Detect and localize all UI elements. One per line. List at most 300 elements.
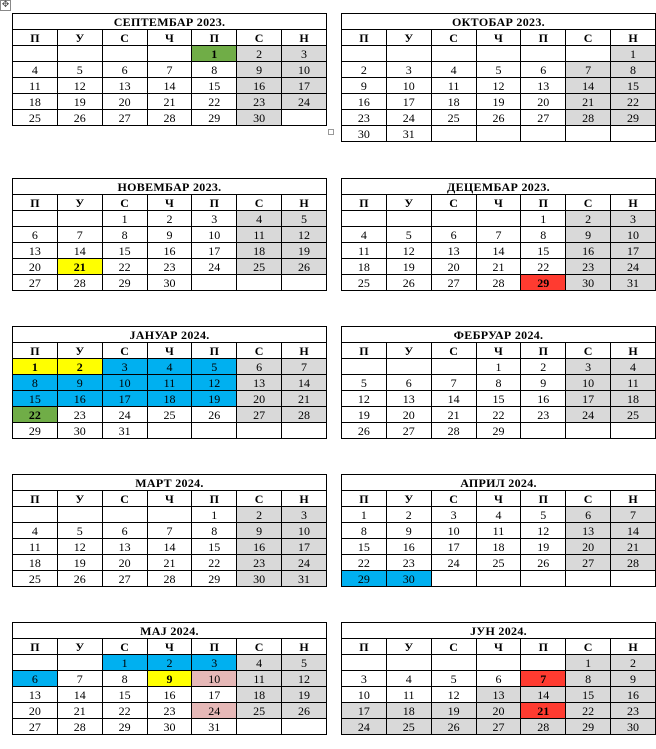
day-cell: 22 [342, 555, 387, 571]
weekday-header: Н [282, 195, 327, 211]
day-cell: 28 [521, 719, 566, 735]
week-row [13, 423, 327, 439]
day-cell: 7 [566, 62, 611, 78]
day-cell: 3 [566, 359, 611, 375]
week-row [342, 655, 656, 671]
day-cell [521, 126, 566, 142]
weekday-header: С [237, 639, 282, 655]
day-cell: 30 [147, 719, 192, 735]
day-cell [13, 211, 58, 227]
day-cell: 14 [57, 687, 102, 703]
weekday-header: Ч [476, 343, 521, 359]
day-cell [57, 655, 102, 671]
day-cell: 30 [342, 126, 387, 142]
week-row [13, 571, 327, 587]
day-cell: 22 [566, 703, 611, 719]
weekday-header: П [521, 195, 566, 211]
day-cell: 12 [282, 671, 327, 687]
day-cell: 21 [57, 703, 102, 719]
day-cell: 23 [57, 407, 102, 423]
month-calendar [341, 13, 656, 142]
day-cell: 9 [147, 227, 192, 243]
weekday-header: П [13, 30, 58, 46]
day-cell [192, 423, 237, 439]
day-cell: 5 [192, 359, 237, 375]
weekday-header: У [57, 195, 102, 211]
day-cell: 20 [566, 539, 611, 555]
day-cell: 4 [431, 62, 476, 78]
day-cell: 4 [237, 655, 282, 671]
weekday-header: Ч [476, 639, 521, 655]
day-cell: 25 [431, 110, 476, 126]
day-cell: 10 [386, 78, 431, 94]
day-cell: 24 [192, 259, 237, 275]
day-cell: 18 [431, 94, 476, 110]
day-cell: 26 [192, 407, 237, 423]
day-cell: 11 [431, 78, 476, 94]
day-cell: 23 [147, 259, 192, 275]
day-cell [342, 46, 387, 62]
day-cell: 2 [611, 655, 656, 671]
day-cell: 13 [237, 375, 282, 391]
day-cell: 23 [147, 703, 192, 719]
day-cell [102, 507, 147, 523]
day-cell [237, 423, 282, 439]
day-cell [102, 46, 147, 62]
day-cell: 19 [431, 703, 476, 719]
day-cell: 3 [102, 359, 147, 375]
weekday-header: П [192, 30, 237, 46]
day-cell [566, 46, 611, 62]
weekday-header: П [342, 195, 387, 211]
day-cell: 27 [476, 719, 521, 735]
day-cell: 10 [192, 227, 237, 243]
day-cell [611, 126, 656, 142]
day-cell [386, 46, 431, 62]
day-cell: 19 [57, 94, 102, 110]
day-cell: 1 [102, 655, 147, 671]
day-cell: 24 [282, 555, 327, 571]
day-cell: 16 [386, 539, 431, 555]
day-cell [521, 655, 566, 671]
day-cell: 22 [13, 407, 58, 423]
day-cell: 28 [57, 719, 102, 735]
day-cell: 23 [237, 94, 282, 110]
day-cell: 18 [386, 703, 431, 719]
day-cell [611, 571, 656, 587]
day-cell: 8 [102, 227, 147, 243]
day-cell: 2 [147, 655, 192, 671]
day-cell: 18 [13, 555, 58, 571]
day-cell: 7 [282, 359, 327, 375]
week-row [13, 62, 327, 78]
day-cell [431, 359, 476, 375]
day-cell: 4 [237, 211, 282, 227]
weekday-header: С [237, 343, 282, 359]
week-row [342, 211, 656, 227]
week-row [342, 507, 656, 523]
day-cell: 29 [192, 110, 237, 126]
weekday-header: С [431, 30, 476, 46]
day-cell: 15 [611, 78, 656, 94]
day-cell: 17 [282, 539, 327, 555]
day-cell: 27 [102, 571, 147, 587]
weekday-header: Н [611, 343, 656, 359]
day-cell [521, 423, 566, 439]
month-title: МАРТ 2024. [13, 475, 327, 491]
weekday-header: Н [282, 491, 327, 507]
month-calendar [12, 178, 327, 291]
day-cell: 16 [611, 687, 656, 703]
day-cell: 13 [476, 687, 521, 703]
day-cell: 25 [13, 571, 58, 587]
day-cell: 30 [57, 423, 102, 439]
day-cell: 31 [611, 275, 656, 291]
day-cell: 29 [476, 423, 521, 439]
week-row [342, 78, 656, 94]
day-cell: 13 [13, 243, 58, 259]
day-cell: 17 [192, 243, 237, 259]
weekday-header: С [431, 639, 476, 655]
week-row [342, 243, 656, 259]
day-cell: 30 [611, 719, 656, 735]
day-cell: 18 [611, 391, 656, 407]
weekday-header: С [102, 30, 147, 46]
weekday-header: Н [282, 343, 327, 359]
day-cell: 18 [237, 687, 282, 703]
month-title: АПРИЛ 2024. [342, 475, 656, 491]
day-cell: 11 [611, 375, 656, 391]
day-cell: 12 [386, 243, 431, 259]
weekday-header: П [192, 195, 237, 211]
day-cell: 16 [237, 539, 282, 555]
day-cell: 23 [521, 407, 566, 423]
day-cell: 3 [282, 46, 327, 62]
week-row [13, 719, 327, 735]
day-cell: 8 [566, 671, 611, 687]
week-row [13, 671, 327, 687]
weekday-header: С [431, 491, 476, 507]
day-cell: 29 [192, 571, 237, 587]
day-cell: 2 [521, 359, 566, 375]
day-cell: 14 [521, 687, 566, 703]
weekday-header: Н [282, 30, 327, 46]
day-cell: 12 [57, 539, 102, 555]
day-cell: 20 [386, 407, 431, 423]
day-cell: 9 [566, 227, 611, 243]
day-cell: 3 [192, 655, 237, 671]
week-row [342, 539, 656, 555]
day-cell: 15 [102, 243, 147, 259]
day-cell: 4 [476, 507, 521, 523]
day-cell: 12 [476, 78, 521, 94]
day-cell: 11 [237, 227, 282, 243]
day-cell: 16 [237, 78, 282, 94]
week-row [13, 110, 327, 126]
table-end-mark [328, 129, 334, 135]
day-cell: 16 [521, 391, 566, 407]
day-cell: 11 [13, 539, 58, 555]
day-cell: 28 [282, 407, 327, 423]
day-cell: 23 [566, 259, 611, 275]
day-cell: 15 [13, 391, 58, 407]
weekday-header: П [342, 30, 387, 46]
day-cell: 27 [13, 719, 58, 735]
month-title: МАЈ 2024. [13, 623, 327, 639]
week-row [342, 46, 656, 62]
day-cell: 1 [566, 655, 611, 671]
week-row [13, 523, 327, 539]
day-cell: 5 [282, 655, 327, 671]
day-cell [431, 126, 476, 142]
week-row [13, 655, 327, 671]
week-row [342, 227, 656, 243]
day-cell: 24 [566, 407, 611, 423]
day-cell: 18 [476, 539, 521, 555]
week-row [342, 719, 656, 735]
day-cell: 5 [431, 671, 476, 687]
day-cell: 28 [147, 110, 192, 126]
day-cell: 27 [566, 555, 611, 571]
day-cell: 31 [192, 719, 237, 735]
weekday-header: П [521, 30, 566, 46]
month-calendar [12, 13, 327, 126]
weekday-header: Н [611, 491, 656, 507]
weekday-header: У [386, 343, 431, 359]
weekday-header: Ч [147, 491, 192, 507]
day-cell [282, 110, 327, 126]
day-cell: 13 [386, 391, 431, 407]
weekday-header: П [192, 343, 237, 359]
day-cell [431, 211, 476, 227]
day-cell: 8 [521, 227, 566, 243]
day-cell: 23 [237, 555, 282, 571]
day-cell: 17 [386, 94, 431, 110]
day-cell: 4 [342, 227, 387, 243]
weekday-header: Н [611, 639, 656, 655]
day-cell: 27 [237, 407, 282, 423]
month-calendar [12, 622, 327, 735]
weekday-header: С [102, 343, 147, 359]
day-cell: 29 [342, 571, 387, 587]
day-cell: 19 [476, 94, 521, 110]
day-cell [476, 46, 521, 62]
day-cell: 7 [147, 523, 192, 539]
day-cell [57, 211, 102, 227]
week-row [342, 391, 656, 407]
week-row [342, 126, 656, 142]
move-anchor-icon[interactable]: ✥ [1, 0, 10, 10]
day-cell: 17 [192, 687, 237, 703]
day-cell [147, 46, 192, 62]
day-cell: 1 [13, 359, 58, 375]
day-cell: 29 [566, 719, 611, 735]
day-cell: 19 [192, 391, 237, 407]
day-cell: 6 [386, 375, 431, 391]
day-cell: 11 [476, 523, 521, 539]
weekday-header: Ч [476, 30, 521, 46]
day-cell: 14 [282, 375, 327, 391]
day-cell: 4 [147, 359, 192, 375]
day-cell: 25 [147, 407, 192, 423]
day-cell: 11 [13, 78, 58, 94]
week-row [342, 375, 656, 391]
day-cell: 27 [102, 110, 147, 126]
day-cell: 1 [102, 211, 147, 227]
weekday-header: С [237, 30, 282, 46]
day-cell: 15 [521, 243, 566, 259]
day-cell: 5 [282, 211, 327, 227]
day-cell: 5 [476, 62, 521, 78]
day-cell: 27 [431, 275, 476, 291]
weekday-header: У [57, 343, 102, 359]
weekday-header: У [386, 639, 431, 655]
day-cell: 26 [431, 719, 476, 735]
day-cell: 12 [282, 227, 327, 243]
week-row [342, 555, 656, 571]
month-calendar [341, 622, 656, 735]
day-cell: 24 [611, 259, 656, 275]
day-cell: 20 [102, 94, 147, 110]
day-cell: 8 [611, 62, 656, 78]
month-title: ЈУН 2024. [342, 623, 656, 639]
day-cell: 21 [431, 407, 476, 423]
weekday-header: П [13, 343, 58, 359]
weekday-header: П [342, 491, 387, 507]
day-cell: 5 [386, 227, 431, 243]
day-cell: 29 [13, 423, 58, 439]
day-cell: 19 [57, 555, 102, 571]
day-cell: 3 [282, 507, 327, 523]
day-cell: 10 [431, 523, 476, 539]
day-cell: 12 [431, 687, 476, 703]
day-cell: 30 [147, 275, 192, 291]
day-cell: 7 [521, 671, 566, 687]
weekday-header: Ч [147, 343, 192, 359]
day-cell: 12 [57, 78, 102, 94]
day-cell: 16 [342, 94, 387, 110]
weekday-header: Н [282, 639, 327, 655]
day-cell: 17 [282, 78, 327, 94]
day-cell: 6 [431, 227, 476, 243]
week-row [13, 211, 327, 227]
weekday-header: П [342, 343, 387, 359]
week-row [13, 359, 327, 375]
weekday-header: Ч [476, 195, 521, 211]
day-cell [566, 571, 611, 587]
day-cell: 14 [431, 391, 476, 407]
day-cell: 30 [237, 571, 282, 587]
day-cell: 16 [147, 243, 192, 259]
day-cell: 1 [521, 211, 566, 227]
day-cell: 10 [192, 671, 237, 687]
day-cell: 4 [611, 359, 656, 375]
day-cell: 2 [237, 46, 282, 62]
day-cell: 26 [476, 110, 521, 126]
day-cell [57, 507, 102, 523]
week-row [342, 94, 656, 110]
day-cell: 22 [611, 94, 656, 110]
week-row [342, 671, 656, 687]
day-cell: 30 [386, 571, 431, 587]
day-cell: 2 [342, 62, 387, 78]
day-cell: 2 [566, 211, 611, 227]
day-cell: 6 [476, 671, 521, 687]
day-cell: 31 [102, 423, 147, 439]
day-cell: 12 [192, 375, 237, 391]
day-cell: 28 [431, 423, 476, 439]
day-cell: 2 [57, 359, 102, 375]
day-cell: 13 [13, 687, 58, 703]
day-cell: 10 [342, 687, 387, 703]
week-row [13, 539, 327, 555]
day-cell: 18 [342, 259, 387, 275]
day-cell: 5 [57, 523, 102, 539]
weekday-header: Ч [476, 491, 521, 507]
day-cell: 22 [102, 259, 147, 275]
day-cell [476, 571, 521, 587]
day-cell [386, 359, 431, 375]
day-cell [431, 571, 476, 587]
weekday-header: С [431, 195, 476, 211]
day-cell: 4 [13, 523, 58, 539]
day-cell: 10 [282, 62, 327, 78]
day-cell: 24 [282, 94, 327, 110]
day-cell: 24 [342, 719, 387, 735]
day-cell: 8 [476, 375, 521, 391]
day-cell: 8 [192, 523, 237, 539]
weekday-header: С [566, 343, 611, 359]
day-cell: 22 [521, 259, 566, 275]
week-row [13, 391, 327, 407]
day-cell: 26 [342, 423, 387, 439]
weekday-header: П [521, 639, 566, 655]
day-cell: 26 [57, 110, 102, 126]
day-cell: 14 [57, 243, 102, 259]
week-row [13, 375, 327, 391]
day-cell: 14 [147, 539, 192, 555]
weekday-header: П [192, 491, 237, 507]
day-cell: 8 [342, 523, 387, 539]
day-cell: 3 [611, 211, 656, 227]
weekday-header: П [521, 491, 566, 507]
day-cell: 11 [342, 243, 387, 259]
day-cell: 14 [611, 523, 656, 539]
day-cell: 27 [386, 423, 431, 439]
week-row [13, 555, 327, 571]
day-cell: 11 [237, 671, 282, 687]
week-row [342, 423, 656, 439]
weekday-header: С [102, 639, 147, 655]
weekday-header: С [237, 195, 282, 211]
week-row [13, 507, 327, 523]
day-cell [192, 275, 237, 291]
day-cell: 18 [13, 94, 58, 110]
day-cell: 7 [611, 507, 656, 523]
day-cell: 31 [386, 126, 431, 142]
day-cell: 9 [342, 78, 387, 94]
day-cell: 5 [342, 375, 387, 391]
day-cell: 8 [102, 671, 147, 687]
day-cell: 21 [282, 391, 327, 407]
day-cell: 15 [566, 687, 611, 703]
day-cell: 15 [192, 78, 237, 94]
weekday-header: П [192, 639, 237, 655]
day-cell: 13 [566, 523, 611, 539]
day-cell [237, 275, 282, 291]
day-cell: 9 [521, 375, 566, 391]
day-cell: 5 [521, 507, 566, 523]
